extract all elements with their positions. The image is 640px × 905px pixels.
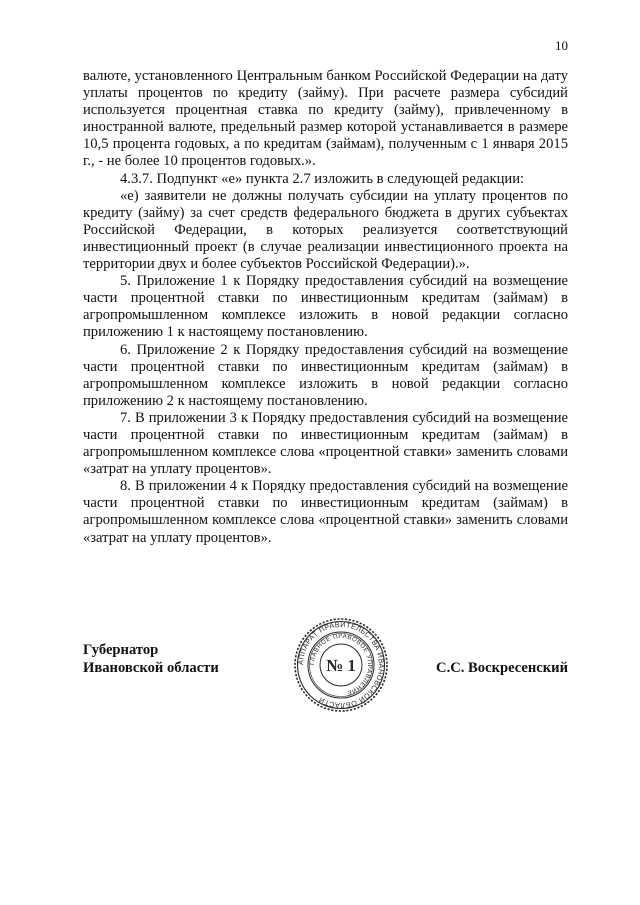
official-seal-stamp <box>294 618 388 712</box>
signatory-title <box>83 641 219 677</box>
paragraph: 8. В приложении 4 к Порядку предоставления субсидий на возмещение части процентной ставки по инвестиционным кредитам (займам) в агропромышленном комплексе слова «процентной ставки» заменить словами «затрат на уплату процентов». <box>83 478 568 546</box>
page-number: 10 <box>555 38 568 53</box>
signatory-title-line-2: Ивановской области <box>83 660 219 676</box>
seal-inner-text: ГЛАВНОЕ ПРАВОВОЕ УПРАВЛЕНИЕ <box>308 632 374 697</box>
paragraph: 6. Приложение 2 к Порядку предоставления субсидий на возмещение части процентной ставки по инвестиционным кредитам (займам) в агропромышленном комплексе изложить в новой редакции согласно приложению 2 к настоящему постановлению. <box>83 341 568 409</box>
seal-graphic <box>294 618 388 712</box>
seal-number: № 1 <box>326 656 356 675</box>
document-body <box>83 68 568 547</box>
signatory-name: С.С. Воскресенский <box>436 660 568 676</box>
paragraph: 7. В приложении 3 к Порядку предоставления субсидий на возмещение части процентной ставки по инвестиционным кредитам (займам) в агропромышленном комплексе слова «процентной ставки» заменить словами «затрат на уплату процентов». <box>83 409 568 478</box>
paragraph: 5. Приложение 1 к Порядку предоставления субсидий на возмещение части процентной ставки по инвестиционным кредитам (займам) в агропромышленном комплексе изложить в новой редакции согласно приложению 1 к настоящему постановлению. <box>83 273 568 341</box>
paragraph: валюте, установленного Центральным банком Российской Федерации на дату уплаты процентов по кредиту (займу). При расчете размера субсидий используется процентная ставка по кредиту (займу), привлеченному в иностранной валюте, предельный размер которой устанавливается в размере 10,5 процента годовых, а по кредитам (займам), полученным с 1 января 2015 г., - не более 10 процентов годовых.». <box>83 68 568 170</box>
seal-outer-text: АППАРАТ ПРАВИТЕЛЬСТВА ИВАНОВСКОЙ ОБЛАСТИ <box>295 619 387 711</box>
paragraph: «е) заявители не должны получать субсидии на уплату процентов по кредиту (займу) за счет средств федерального бюджета в других субъектах Российской Федерации, в которых реализуется соответствующий инвестиционный проект (в случае реализации инвестиционного проекта на территории двух и более субъектов Российской Федерации).». <box>83 187 568 273</box>
signatory-title-line-1: Губернатор <box>83 642 159 658</box>
paragraph: 4.3.7. Подпункт «е» пункта 2.7 изложить в следующей редакции: <box>120 170 525 187</box>
